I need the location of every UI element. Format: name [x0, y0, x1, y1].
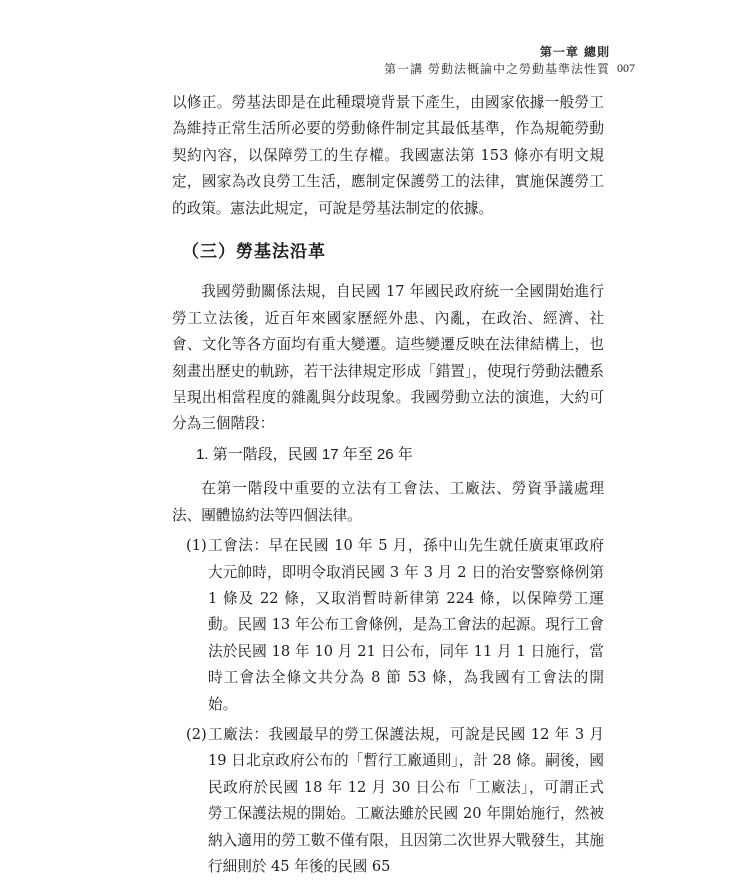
list-item: [172, 533, 604, 718]
chapter-header: 第一章 總則: [539, 45, 610, 59]
running-header: [384, 44, 610, 78]
list-item-text: 工會法：早在民國 10 年 5 月，孫中山先生就任廣東軍政府大元帥時，即明令取消民國 3 年 3 月 2 日的治安警察條例第 1 條及 22 條，又取消暫時新律第 224 條，以保障勞工運動。民國 13 年公布工會條例，是為工會法的起源。現行工會法於民國 18 年 10 月 21 日公布，同年 11 月 1 日施行，當時工會法全條文共分為 8 節 53 條，為我國有工會法的開始。: [208, 537, 604, 713]
stage-title: 1. 第一階段，民國 17 年至 26 年: [196, 445, 413, 463]
body-text: [172, 90, 604, 880]
section-title: （三）勞基法沿革: [182, 242, 326, 263]
history-paragraph: 我國勞動關係法規，自民國 17 年國民政府統一全國開始進行勞工立法後，近百年來國家歷經外患、內亂，在政治、經濟、社會、文化等各方面均有重大變遷。這些變遷反映在法律結構上，也刻畫出歷史的軌跡，若干法律規定形成「錯置」，使現行勞動法體系呈現出相當程度的雜亂與分歧現象。我國勞動立法的演進，大約可分為三個階段：: [172, 283, 604, 433]
intro-paragraph: 以修正。勞基法即是在此種環境背景下產生，由國家依據一般勞工為維持正常生活所必要的勞動條件制定其最低基準，作為規範勞動契約內容，以保障勞工的生存權。我國憲法第 153 條亦有明文規定，國家為改良勞工生活，應制定保護勞工的法律，實施保護勞工的政策。憲法此規定，可說是勞基法制定的依據。: [172, 94, 604, 217]
lecture-header: 第一講 勞動法概論中之勞動基準法性質: [384, 62, 610, 76]
list-item-number: (2): [186, 725, 207, 743]
list-item-text: 工廠法：我國最早的勞工保護法規，可說是民國 12 年 3 月 19 日北京政府公布的「暫行工廠通則」，計 28 條。嗣後，國民政府於民國 18 年 12 月 30 日公布「工廠法」，可謂正式勞工保護法規的開始。工廠法雖於民國 20 年開始施行，然被納入適用的勞工數不僅有限，且因第二次世界大戰發生，其施行細則於 45 年後的民國 65: [208, 725, 604, 875]
stage-intro-paragraph: 在第一階段中重要的立法有工會法、工廠法、勞資爭議處理法、團體協約法等四個法律。: [172, 480, 604, 524]
list-item: [172, 722, 604, 880]
list-item-number: (1): [186, 537, 207, 555]
page-number: 007: [617, 61, 635, 75]
